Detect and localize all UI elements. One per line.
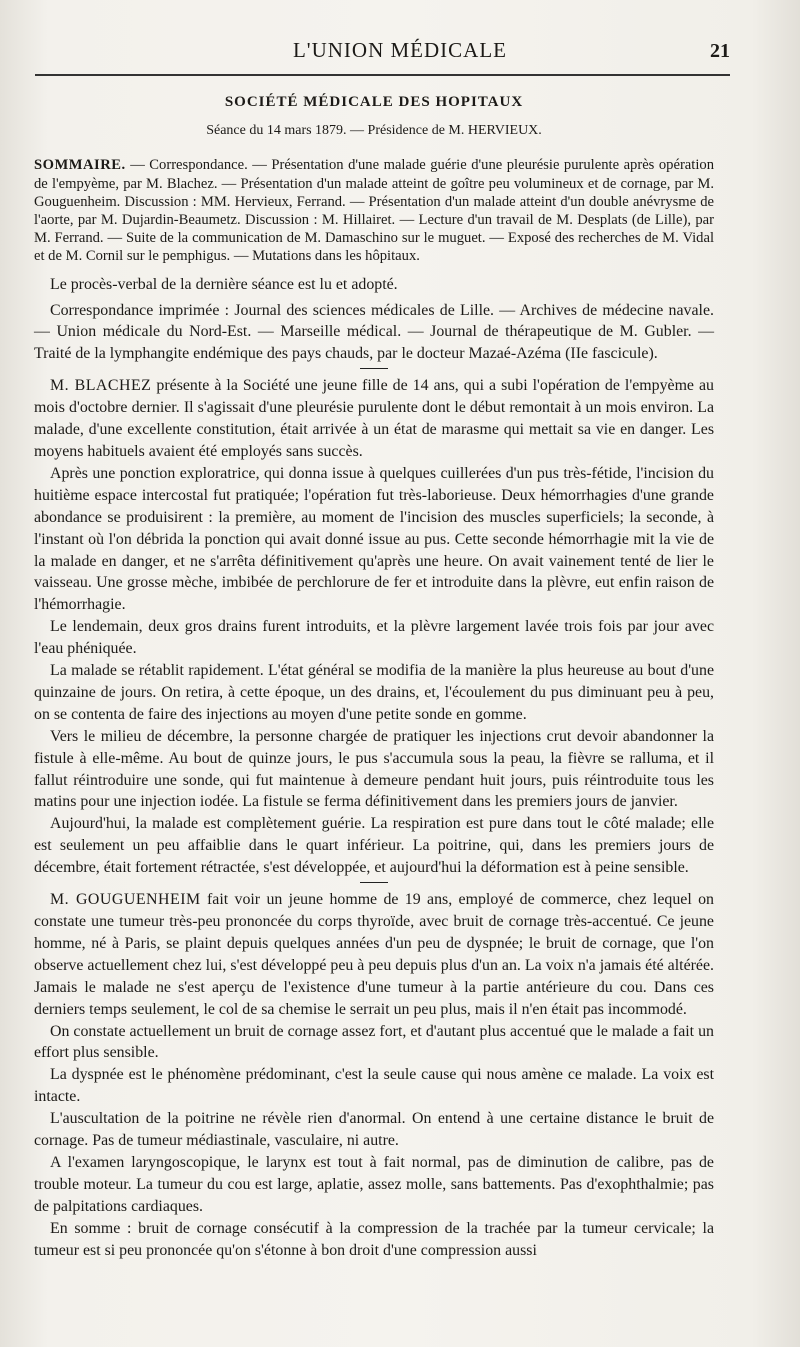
- session-line: Séance du 14 mars 1879. — Présidence de M. HERVIEUX.: [206, 122, 542, 138]
- article-body: [34, 84, 714, 1262]
- blachez-paragraph-2: Après une ponction exploratrice, qui donna issue à quelques cuillerées d'un pus très-fétide, l'incision du huitième espace intercostal fut pratiquée; l'opération fut très-laborieuse. Deux hémorrhagies d'une grande abondance se produisirent : la première, au moment de l'incision des muscles superficiels; la seconde, à l'instant où l'on débrida la ponction qui avait donné issue au pus. Cette seconde hémorrhagie mit la vie de la malade en danger, et ne s'arrêta définitivement qu'après une heure. On avait vainement tenté de lier le vaisseau. Une grosse mèche, imbibée de perchlorure de fer et introduite dans la plèvre, eut enfin raison de l'hémorrhagie.: [34, 464, 714, 614]
- page-number: 21: [710, 40, 730, 62]
- blachez-paragraph-1: [34, 375, 714, 463]
- page-header: [0, 30, 800, 70]
- header-rule: [35, 74, 730, 76]
- speaker-name: M. GOUGUENHEIM: [50, 891, 201, 909]
- blachez-paragraph-6: Aujourd'hui, la malade est complètement guérie. La respiration est pure dans tout le côté malade; elle est seulement un peu affaiblie dans le quart inférieur. La poitrine, qui, dans les premiers jours de décembre, était fortement rétractée, s'est développée, et aujourd'hui la déformation est à peine sensible.: [34, 815, 714, 877]
- gouguenheim-paragraph-5: A l'examen laryngoscopique, le larynx est tout à fait normal, pas de diminution de calibre, pas de trouble moteur. La tumeur du cou est large, aplatie, assez molle, sans battements. Pas d'exophthalmie; pas de palpitations cardiaques.: [34, 1153, 714, 1215]
- minutes-paragraph: Le procès-verbal de la dernière séance est lu et adopté.: [50, 275, 398, 293]
- blachez-paragraph-3: Le lendemain, deux gros drains furent introduits, et la plèvre largement lavée trois fois par jour avec l'eau phéniquée.: [34, 618, 714, 658]
- summary-paragraph: [34, 156, 714, 265]
- gouguenheim-paragraph-4: L'auscultation de la poitrine ne révèle rien d'anormal. On entend à une certaine distance le bruit de cornage. Pas de tumeur médiastinale, vasculaire, ni autre.: [34, 1110, 714, 1150]
- blachez-paragraph-5: Vers le milieu de décembre, la personne chargée de pratiquer les injections crut devoir abandonner la fistule à elle-même. Au bout de quinze jours, le pus s'accumula sous la peau, la fièvre se ralluma, et il fallut réintroduire une sonde, qui fut maintenue à demeure pendant huit jours, puis réintroduite tous les matins pour une injection iodée. La fistule se ferma définitivement dans les premiers jours de janvier.: [34, 727, 714, 811]
- section-title: SOCIÉTÉ MÉDICALE DES HOPITAUX: [224, 94, 524, 110]
- correspondence-paragraph: Correspondance imprimée : Journal des sciences médicales de Lille. — Archives de médecine navale. — Union médicale du Nord-Est. — Marseille médical. — Journal de thérapeutique de M. Gubler. — Traité de la lymphangite endémique des pays chauds, par le docteur Mazaé-Azéma (IIe fascicule).: [34, 301, 714, 363]
- gouguenheim-paragraph-6: En somme : bruit de cornage consécutif à la compression de la trachée par la tumeur cervicale; la tumeur est si peu prononcée qu'on s'étonne à bon droit d'une compression aussi: [34, 1219, 714, 1259]
- separator-rule: [360, 882, 388, 883]
- paragraph-text: présente à la Société une jeune fille de 14 ans, qui a subi l'opération de l'empyème au mois d'octobre dernier. Il s'agissait d'une pleurésie purulente dont le début remontait à un mois environ. La malade, d'une excellente constitution, était arrivée à un état de marasme qui mettait sa vie en danger. Les moyens habituels avaient été employés sans succès.: [34, 377, 714, 460]
- gouguenheim-paragraph-2: On constate actuellement un bruit de cornage assez fort, et d'autant plus accentué que le malade a fait un effort plus sensible.: [34, 1022, 714, 1062]
- paragraph-text: fait voir un jeune homme de 19 ans, employé de commerce, chez lequel on constate une tumeur très-peu prononcée du corps thyroïde, avec bruit de cornage très-accentué. Ce jeune homme, né à Paris, se plaint depuis quelques années d'un peu de dyspnée; le bruit de cornage, que l'on observe actuellement chez lui, s'est développé peu à peu depuis plus d'un an. La voix n'a jamais été altérée. Jamais le malade ne s'est aperçu de l'existence d'une tumeur à la partie antérieure du cou. Dans ces derniers temps seulement, le col de sa chemise le serrait un peu plus, mais il n'en était pas incommodé.: [34, 891, 714, 1018]
- speaker-name: M. BLACHEZ: [50, 377, 152, 395]
- summary-text: — Correspondance. — Présentation d'une malade guérie d'une pleurésie purulente après opération de l'empyème, par M. Blachez. — Présentation d'un malade atteint de goître peu volumineux et de cornage, par M. Gouguenheim. Discussion : MM. Hervieux, Ferrand. — Présentation d'un malade atteint d'un double anévrysme de l'aorte, par M. Dujardin-Beaumetz. Discussion : M. Hillairet. — Lecture d'un travail de M. Desplats (de Lille), par M. Ferrand. — Suite de la communication de M. Damaschino sur le muguet. — Exposé des recherches de M. Vidal et de M. Cornil sur le pemphigus. — Mutations dans les hôpitaux.: [34, 157, 714, 265]
- running-title: L'UNION MÉDICALE: [292, 38, 507, 62]
- gouguenheim-paragraph-1: [34, 889, 714, 1020]
- separator-rule: [360, 368, 388, 369]
- summary-lead: SOMMAIRE.: [34, 157, 126, 174]
- blachez-paragraph-4: La malade se rétablit rapidement. L'état général se modifia de la manière la plus heureuse au bout d'une quinzaine de jours. On retira, à cette époque, un des drains, et, l'écoulement du pus diminuant peu à peu, on se contenta de faire des injections au moyen d'une petite sonde en gomme.: [34, 662, 714, 723]
- gouguenheim-paragraph-3: La dyspnée est le phénomène prédominant, c'est la seule cause qui nous amène ce malade. La voix est intacte.: [34, 1066, 714, 1106]
